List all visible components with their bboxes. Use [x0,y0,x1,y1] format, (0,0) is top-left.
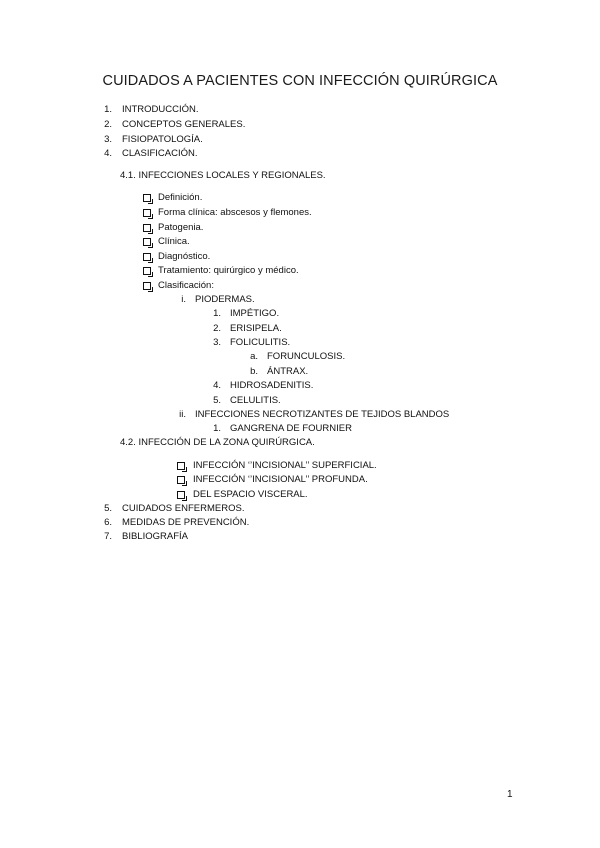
checkbox-bullet-icon [177,462,185,470]
toc-number: 1. [104,104,112,115]
toc-bullet-item: Definición. [158,192,203,203]
checkbox-bullet-icon [143,253,151,261]
toc-number: 2. [213,323,221,334]
toc-number: 4. [104,148,112,159]
toc-item: BIBLIOGRAFÍA [122,531,188,542]
toc-number: 5. [104,503,112,514]
toc-item: FISIOPATOLOGÍA. [122,134,203,145]
toc-number: 1. [213,423,221,434]
toc-bullet-item: Forma clínica: abscesos y flemones. [158,207,312,218]
toc-item: FORUNCULOSIS. [267,351,346,362]
toc-item: CLASIFICACIÓN. [122,148,198,159]
toc-roman-number: i. [181,294,186,305]
checkbox-bullet-icon [177,491,185,499]
checkbox-bullet-icon [143,267,151,275]
toc-section-heading: 4.1. INFECCIONES LOCALES Y REGIONALES. [120,170,326,181]
toc-number: 7. [104,531,112,542]
toc-subheading: INFECCIONES NECROTIZANTES DE TEJIDOS BLANDOS [195,409,450,420]
toc-bullet-item: Patogenia. [158,222,204,233]
checkbox-bullet-icon [143,282,151,290]
toc-item: ÁNTRAX. [267,366,309,377]
toc-number: 2. [104,119,112,130]
toc-bullet-item: INFECCIÓN ‘’INCISIONAL’’ PROFUNDA. [193,474,368,485]
toc-item: ERISIPELA. [230,323,282,334]
toc-item: CUIDADOS ENFERMEROS. [122,503,245,514]
toc-number: 3. [104,134,112,145]
toc-section-heading: 4.2. INFECCIÓN DE LA ZONA QUIRÚRGICA. [120,437,315,448]
toc-bullet-item: Diagnóstico. [158,251,211,262]
toc-item: CONCEPTOS GENERALES. [122,119,246,130]
toc-item: CELULITIS. [230,395,281,406]
toc-subheading: PIODERMAS. [195,294,255,305]
checkbox-bullet-icon [143,209,151,217]
checkbox-bullet-icon [177,476,185,484]
toc-bullet-item: Clasificación: [158,280,214,291]
toc-letter: a. [250,351,258,362]
toc-roman-number: ii. [179,409,186,420]
toc-number: 5. [213,395,221,406]
checkbox-bullet-icon [143,194,151,202]
toc-number: 6. [104,517,112,528]
toc-bullet-item: DEL ESPACIO VISCERAL. [193,489,308,500]
toc-bullet-item: Tratamiento: quirúrgico y médico. [158,265,299,276]
checkbox-bullet-icon [143,224,151,232]
toc-number: 1. [213,308,221,319]
toc-bullet-item: Clínica. [158,236,190,247]
toc-item: FOLICULITIS. [230,337,291,348]
toc-letter: b. [250,366,258,377]
page-number: 1 [507,789,513,800]
toc-number: 4. [213,380,221,391]
checkbox-bullet-icon [143,238,151,246]
toc-item: INTRODUCCIÓN. [122,104,199,115]
toc-item: GANGRENA DE FOURNIER [230,423,352,434]
toc-bullet-item: INFECCIÓN ‘’INCISIONAL’’ SUPERFICIAL. [193,460,377,471]
toc-item: MEDIDAS DE PREVENCIÓN. [122,517,250,528]
document-title: CUIDADOS A PACIENTES CON INFECCIÓN QUIRÚRGICA [102,73,498,89]
toc-item: IMPÉTIGO. [230,308,280,319]
toc-item: HIDROSADENITIS. [230,380,314,391]
toc-number: 3. [213,337,221,348]
